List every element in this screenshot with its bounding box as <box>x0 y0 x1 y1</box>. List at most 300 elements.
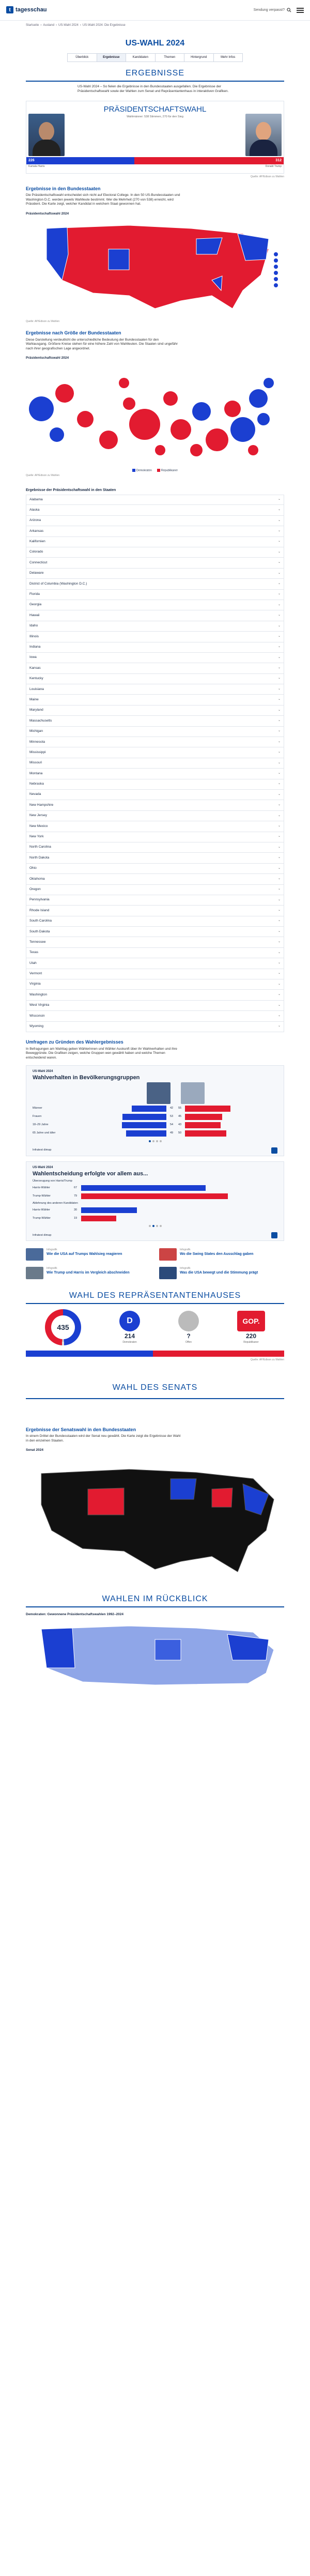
state-accordion-row[interactable] <box>26 948 284 958</box>
state-bubble[interactable] <box>129 409 160 440</box>
tab-candidates[interactable]: Kandidaten <box>126 54 156 62</box>
tagesschau-logo[interactable] <box>6 6 47 13</box>
group-label: 65 Jahre und älter <box>33 1131 56 1135</box>
tab-results[interactable]: Ergebnisse <box>97 54 127 62</box>
state-name: Illinois <box>29 634 39 638</box>
chevron-down-icon: ⌄ <box>277 740 281 743</box>
state-accordion-row[interactable] <box>26 800 284 810</box>
states-subhead: Ergebnisse in den Bundesstaaten <box>26 186 101 191</box>
chevron-down-icon: ⌄ <box>277 1014 281 1017</box>
state-accordion-row[interactable] <box>26 1022 284 1032</box>
chevron-down-icon: ⌄ <box>277 719 281 723</box>
presidential-subtitle: Wahlmänner: 538 Stimmen, 270 für den Sieg <box>127 115 183 118</box>
breadcrumb-item[interactable]: Startseite <box>26 24 39 27</box>
share-icon[interactable] <box>271 1232 277 1238</box>
chevron-down-icon: ⌄ <box>277 614 281 617</box>
chevron-down-icon: ⌄ <box>277 961 281 965</box>
state-name: Massachusetts <box>29 718 52 723</box>
state-name: Ohio <box>29 866 37 870</box>
chevron-down-icon: ⌄ <box>277 929 281 933</box>
state-accordion-row[interactable] <box>26 769 284 779</box>
other-seats: ? <box>187 1332 191 1340</box>
rep-share-value: 55 <box>178 1107 182 1110</box>
state-accordion-row[interactable] <box>26 579 284 589</box>
motive-value: 30 <box>74 1208 78 1212</box>
rep-seats: 220 <box>245 1332 257 1340</box>
breadcrumb-item: US-Wahl 2024: Die Ergebnisse <box>82 24 126 27</box>
state-accordion-row[interactable] <box>26 569 284 579</box>
state-name: Indiana <box>29 645 41 649</box>
state-name: Michigan <box>29 729 43 733</box>
state-accordion-row[interactable] <box>26 853 284 863</box>
survey2-source: Infratest dimap <box>33 1233 52 1237</box>
bubble-state-map[interactable] <box>26 362 284 466</box>
chevron-down-icon: ⌄ <box>277 645 281 649</box>
state-accordion-row[interactable] <box>26 590 284 600</box>
rep-label: Republikaner <box>243 1340 259 1344</box>
logo-text: tagesschau <box>16 7 47 13</box>
dem-share-bar <box>122 1122 166 1128</box>
state-bubble[interactable] <box>163 391 178 406</box>
state-accordion-row[interactable] <box>26 916 284 927</box>
motive-value: 79 <box>74 1194 78 1198</box>
motive-value: 19 <box>74 1216 78 1220</box>
card-title: Was die USA bewegt und die Stimmung prägt <box>180 1270 258 1275</box>
state-accordion-row[interactable] <box>26 842 284 853</box>
state-name: Oklahoma <box>29 877 45 881</box>
card-thumbnail <box>159 1248 177 1261</box>
state-accordion-row[interactable] <box>26 758 284 769</box>
card-tag: Infografik <box>47 1267 57 1270</box>
state-name: District of Columbia (Washington D.C.) <box>29 581 87 586</box>
senate-text: In einem Drittel der Bundesstaaten wird der Senat neu gewählt. Die Karte zeigt die Ergebnisse der Wahl in den einzelnen Staaten. <box>26 1434 181 1443</box>
search-label: Sendung verpasst? <box>253 8 285 12</box>
state-accordion-row[interactable] <box>26 958 284 969</box>
survey1-title: Wahlverhalten in Bevölkerungsgruppen <box>33 1074 140 1081</box>
senate-subhead: Ergebnisse der Senatswahl in den Bundesstaaten <box>26 1427 136 1432</box>
state-accordion-row[interactable] <box>26 1001 284 1011</box>
state-bubble[interactable] <box>123 397 135 410</box>
state-accordion-row[interactable] <box>26 547 284 558</box>
chevron-down-icon: ⌄ <box>277 708 281 712</box>
state-accordion-row[interactable] <box>26 558 284 568</box>
state-bubble[interactable] <box>224 401 241 417</box>
state-accordion-row[interactable] <box>26 927 284 937</box>
survey-text: In Befragungen am Wahltag geben Wählerinnen und Wähler Auskunft über ihr Wahlverhalten und ihre Beweggründe. Die Grafiken zeigen, welche Gruppen wen gewählt haben und welche Themen entscheidend waren. <box>26 1047 177 1060</box>
state-bubble[interactable] <box>77 411 94 427</box>
group-label: Männer <box>33 1107 42 1110</box>
state-accordion-row[interactable] <box>26 821 284 832</box>
section-tabs <box>67 53 243 63</box>
chevron-down-icon: ⌄ <box>277 772 281 775</box>
card-thumbnail <box>26 1248 43 1261</box>
chevron-down-icon: ⌄ <box>277 677 281 680</box>
voter-group-label: Trump-Wähler <box>33 1194 51 1198</box>
state-accordion-row[interactable] <box>26 1011 284 1021</box>
state-bubble[interactable] <box>55 384 74 403</box>
state-name: Washington <box>29 992 48 996</box>
state-accordion-row[interactable] <box>26 526 284 536</box>
state-name: Wisconsin <box>29 1014 45 1018</box>
state-accordion-row[interactable] <box>26 937 284 947</box>
state-name: Kansas <box>29 666 41 670</box>
presidential-result-box <box>26 101 284 174</box>
senate-caption: Senat 2024 <box>26 1448 43 1452</box>
chevron-down-icon: ⌄ <box>277 950 281 954</box>
motive-value: 67 <box>74 1186 78 1189</box>
dem-share-value: 42 <box>169 1107 174 1110</box>
size-text: Diese Darstellung verdeutlicht die unterschiedliche Bedeutung der Bundesstaaten für den Wahlausgang. Größere Kreise stehen für eine höhere Zahl von Wahlleuten. Die Staaten sind ungefähr nach ihrer geografischen Lage angeordnet. <box>26 338 178 350</box>
rep-share-value: 50 <box>178 1131 182 1135</box>
state-name: Colorado <box>29 550 43 554</box>
state-accordion-row[interactable] <box>26 737 284 747</box>
state-accordion-row[interactable] <box>26 832 284 842</box>
state-name: West Virginia <box>29 1003 50 1007</box>
chevron-down-icon: ⌄ <box>277 782 281 786</box>
rep-share-value: 45 <box>178 1115 182 1118</box>
trump-thumb <box>181 1082 205 1104</box>
survey-row <box>33 1130 277 1137</box>
state-accordion-row[interactable] <box>26 895 284 906</box>
size-map-caption: Präsidentschaftswahl 2024 <box>26 356 69 360</box>
person-icon <box>178 1311 199 1331</box>
dem-label: Demokraten <box>122 1340 137 1344</box>
rep-share-bar <box>185 1106 230 1112</box>
chevron-down-icon: ⌄ <box>277 877 281 880</box>
state-bubble[interactable] <box>264 378 274 388</box>
states-map-caption: Präsidentschaftswahl 2024 <box>26 211 69 216</box>
voter-group-label: Harris-Wähler <box>33 1208 50 1212</box>
state-accordion-row[interactable] <box>26 600 284 610</box>
survey2-eyebrow: US-Wahl 2024 <box>33 1166 53 1170</box>
state-accordion-row[interactable] <box>26 811 284 821</box>
state-name: New Mexico <box>29 824 48 828</box>
senate-map[interactable] <box>26 1458 284 1582</box>
state-accordion-row[interactable] <box>26 621 284 632</box>
harris-portrait <box>28 114 65 156</box>
state-name: Montana <box>29 771 43 775</box>
motive-row <box>33 1184 277 1191</box>
state-name: Pennsylvania <box>29 898 50 902</box>
state-accordion-row[interactable] <box>26 653 284 663</box>
state-name: Nevada <box>29 792 41 796</box>
card-tag: Infografik <box>47 1248 57 1252</box>
state-name: Missouri <box>29 761 42 765</box>
state-name: Delaware <box>29 571 44 575</box>
state-accordion-row[interactable] <box>26 642 284 653</box>
chevron-down-icon: ⌄ <box>277 898 281 901</box>
search-button[interactable] <box>254 8 291 12</box>
state-accordion-row[interactable] <box>26 495 284 505</box>
dem-seats: 214 <box>124 1332 135 1340</box>
state-name: Tennessee <box>29 940 46 944</box>
chevron-down-icon: ⌄ <box>277 550 281 554</box>
state-accordion-row[interactable] <box>26 695 284 705</box>
results-intro: US-Wahl 2024 – So fielen die Ergebnisse in den Bundesstaaten ausgefallen. Die Ergebnisse der Präsidentschaftswahl sowie der Wahlen zum Senat und Repräsentantenhaus in interaktiven Grafiken. <box>78 85 229 93</box>
history-heading: WAHLEN IM RÜCKBLICK <box>26 1594 284 1607</box>
history-map[interactable] <box>26 1619 284 1686</box>
carousel-dots[interactable] <box>33 1140 277 1142</box>
state-accordion <box>26 495 284 1032</box>
state-accordion-row[interactable] <box>26 516 284 526</box>
state-name: Louisiana <box>29 687 44 691</box>
dem-share-bar <box>132 1106 166 1112</box>
tab-background[interactable]: Hintergrund <box>184 54 214 62</box>
state-accordion-row[interactable] <box>26 632 284 642</box>
voter-group-label: Harris-Wähler <box>33 1186 50 1189</box>
chevron-down-icon: ⌄ <box>277 909 281 912</box>
states-text: Die Präsidentschaftswahl entscheidet sich nicht auf Electoral College. In den 50 US-Bundesstaaten und Washington D.C. werden jeweils Wahlleute bestimmt. Wer die Mehrheit (270 von 538) erreicht, wird Präsident. Die Karte zeigt, welcher Kandidat in welchem Staat gewonnen hat. <box>26 193 180 206</box>
survey-motives-box <box>26 1161 284 1241</box>
state-name: Arkansas <box>29 529 44 533</box>
related-cards <box>26 1248 284 1279</box>
chevron-down-icon: ⌄ <box>277 814 281 817</box>
survey-row <box>33 1113 277 1121</box>
source-note: Quelle: AP/Edison zu Wahlen <box>250 175 284 179</box>
size-subhead: Ergebnisse nach Größe der Bundesstaaten <box>26 330 121 336</box>
related-card[interactable] <box>26 1248 151 1261</box>
card-thumbnail <box>26 1267 43 1279</box>
state-accordion-row[interactable] <box>26 537 284 547</box>
chevron-down-icon: ⌄ <box>277 824 281 827</box>
state-accordion-row[interactable] <box>26 610 284 621</box>
dem-share-bar <box>122 1114 166 1120</box>
state-name: Vermont <box>29 972 42 976</box>
motive-row <box>33 1206 277 1214</box>
house-source: Quelle: AP/Edison zu Wahlen <box>250 1358 284 1362</box>
survey1-eyebrow: US-Wahl 2024 <box>33 1069 53 1073</box>
chevron-down-icon: ⌄ <box>277 982 281 986</box>
related-card[interactable] <box>159 1267 284 1279</box>
chevron-down-icon: ⌄ <box>277 845 281 849</box>
state-bubble[interactable] <box>249 389 268 408</box>
size-source: Quelle: AP/Edison zu Wahlen <box>26 474 60 478</box>
chevron-down-icon: ⌄ <box>277 866 281 870</box>
chevron-down-icon: ⌄ <box>277 518 281 522</box>
chevron-down-icon: ⌄ <box>277 972 281 975</box>
menu-icon[interactable] <box>297 8 304 13</box>
state-name: North Dakota <box>29 855 50 860</box>
chevron-down-icon: ⌄ <box>277 540 281 543</box>
breadcrumb-item[interactable]: Ausland <box>43 24 55 27</box>
rep-electoral-votes: 312 <box>134 157 284 164</box>
motive-bar <box>81 1207 137 1213</box>
dem-share-value: 49 <box>169 1131 174 1135</box>
state-name: Alabama <box>29 498 43 502</box>
dem-seats-segment <box>26 1351 153 1357</box>
rep-seats-segment <box>153 1351 284 1357</box>
state-name: Kentucky <box>29 677 43 681</box>
group-label: Frauen <box>33 1115 42 1118</box>
survey-row <box>33 1122 277 1129</box>
state-name: Iowa <box>29 655 37 660</box>
state-bubble[interactable] <box>171 419 191 440</box>
chevron-down-icon: ⌄ <box>277 571 281 575</box>
state-name: Arizona <box>29 518 41 523</box>
state-name: Kalifornien <box>29 540 45 544</box>
chevron-down-icon: ⌄ <box>277 792 281 796</box>
chevron-down-icon: ⌄ <box>277 835 281 838</box>
state-list-title: Ergebnisse der Präsidentschaftswahl in den Staaten <box>26 488 116 492</box>
senate-heading: WAHL DES SENATS <box>112 1383 198 1392</box>
chevron-down-icon: ⌄ <box>277 624 281 627</box>
chevron-down-icon: ⌄ <box>277 592 281 596</box>
state-name: North Carolina <box>29 845 51 849</box>
tab-topics[interactable]: Themen <box>156 54 185 62</box>
state-accordion-row[interactable] <box>26 747 284 758</box>
chevron-down-icon: ⌄ <box>277 761 281 764</box>
chevron-down-icon: ⌄ <box>277 887 281 891</box>
motive-row <box>33 1192 277 1200</box>
state-name: South Dakota <box>29 929 50 933</box>
dem-party <box>119 1311 140 1344</box>
related-card[interactable] <box>159 1248 284 1261</box>
chevron-down-icon: ⌄ <box>277 919 281 923</box>
state-name: Texas <box>29 950 38 955</box>
state-accordion-row[interactable] <box>26 864 284 874</box>
related-card[interactable] <box>26 1267 151 1279</box>
state-bubble[interactable] <box>192 402 211 421</box>
survey-subhead: Umfragen zu Gründen des Wahlergebnisses <box>26 1039 123 1045</box>
us-results-map[interactable] <box>26 218 284 316</box>
chevron-down-icon: ⌄ <box>277 581 281 585</box>
state-accordion-row[interactable] <box>26 674 284 684</box>
state-accordion-row[interactable] <box>26 663 284 673</box>
state-name: Rhode Island <box>29 908 50 912</box>
legend-dem: Demokraten <box>136 469 152 472</box>
state-name: Florida <box>29 592 40 596</box>
card-tag: Infografik <box>180 1248 191 1252</box>
card-tag: Infografik <box>180 1267 191 1270</box>
card-title: Wie Trump und Harris im Vergleich abschneiden <box>47 1270 130 1275</box>
chevron-down-icon: ⌄ <box>277 655 281 659</box>
carousel-dots[interactable] <box>33 1225 277 1227</box>
state-bubbles <box>29 378 274 456</box>
state-name: Connecticut <box>29 560 48 564</box>
motive-bar <box>81 1216 116 1221</box>
motive-bar <box>81 1185 206 1191</box>
state-bubble[interactable] <box>155 445 165 455</box>
state-bubble[interactable] <box>119 378 129 388</box>
house-heading: WAHL DES REPRÄSENTANTENHAUSES <box>26 1291 284 1304</box>
state-bubble[interactable] <box>99 431 118 449</box>
survey2-group1: Überzeugung von Harris/Trump <box>33 1179 72 1183</box>
survey-groups-box <box>26 1065 284 1156</box>
breadcrumb: Startseite › Ausland › US-Wahl 2024 › US-Wahl 2024: Die Ergebnisse <box>26 24 126 27</box>
state-accordion-row[interactable] <box>26 969 284 979</box>
trump-name: Donald Trump <box>265 164 282 168</box>
chevron-down-icon: ⌄ <box>277 856 281 860</box>
chevron-down-icon: ⌄ <box>277 687 281 691</box>
state-bubble[interactable] <box>257 413 270 425</box>
history-caption: Demokraten: Gewonnene Präsidentschaftswahlen 1992–2024 <box>26 1612 123 1616</box>
chevron-down-icon: ⌄ <box>277 634 281 638</box>
tab-overview[interactable]: Überblick <box>68 54 97 62</box>
rep-share-bar <box>185 1114 222 1120</box>
state-accordion-row[interactable] <box>26 706 284 716</box>
chevron-down-icon: ⌄ <box>277 561 281 564</box>
state-name: Alaska <box>29 508 40 512</box>
size-legend <box>26 469 284 473</box>
chevron-down-icon: ⌄ <box>277 698 281 701</box>
chevron-down-icon: ⌄ <box>277 750 281 754</box>
chevron-down-icon: ⌄ <box>277 529 281 533</box>
rep-share-bar <box>185 1130 226 1137</box>
page-title: US-WAHL 2024 <box>125 38 185 48</box>
state-name: Idaho <box>29 624 38 628</box>
rep-party <box>237 1311 265 1344</box>
state-bubble[interactable] <box>29 396 54 421</box>
state-name: Mississippi <box>29 750 46 754</box>
chevron-down-icon: ⌄ <box>277 940 281 944</box>
state-accordion-row[interactable] <box>26 906 284 916</box>
state-name: Virginia <box>29 982 41 986</box>
state-name: New Jersey <box>29 814 47 818</box>
trump-portrait <box>245 114 282 156</box>
state-accordion-row[interactable] <box>26 979 284 990</box>
electoral-votes-bar <box>26 157 284 164</box>
house-seats-bar <box>26 1351 284 1357</box>
state-name: New York <box>29 835 44 839</box>
state-name: Oregon <box>29 887 41 891</box>
breadcrumb-item[interactable]: US-Wahl 2024 <box>58 24 79 27</box>
share-icon[interactable] <box>271 1147 277 1154</box>
dem-share-value: 54 <box>169 1123 174 1127</box>
harris-thumb <box>147 1082 171 1104</box>
state-bubble[interactable] <box>206 428 228 451</box>
motive-bar <box>81 1193 228 1199</box>
state-name: Hawaii <box>29 613 40 617</box>
state-accordion-row[interactable] <box>26 990 284 1000</box>
state-name: New Hampshire <box>29 803 54 807</box>
state-bubble[interactable] <box>190 444 203 456</box>
state-bubble[interactable] <box>50 427 64 442</box>
state-bubble[interactable] <box>248 445 258 455</box>
card-title: Wo die Swing States den Ausschlag gaben <box>180 1252 254 1256</box>
top-navigation <box>0 0 310 21</box>
chevron-down-icon: ⌄ <box>277 993 281 996</box>
state-bubble[interactable] <box>230 417 255 442</box>
chevron-down-icon: ⌄ <box>277 498 281 501</box>
state-accordion-row[interactable] <box>26 790 284 800</box>
state-accordion-row[interactable] <box>26 505 284 515</box>
survey-row <box>33 1105 277 1112</box>
state-accordion-row[interactable] <box>26 874 284 884</box>
survey2-group2: Ablehnung des anderen Kandidaten <box>33 1202 78 1205</box>
results-heading: ERGEBNISSE <box>26 68 284 82</box>
state-accordion-row[interactable] <box>26 779 284 790</box>
tab-more[interactable]: Mehr Infos <box>221 55 236 59</box>
card-title: Wie die USA auf Trumps Wahlsieg reagieren <box>47 1252 122 1256</box>
state-accordion-row[interactable] <box>26 727 284 737</box>
states-source: Quelle: AP/Edison zu Wahlen <box>26 319 60 323</box>
state-accordion-row[interactable] <box>26 684 284 695</box>
dem-share-value: 53 <box>169 1115 174 1118</box>
state-name: Minnesota <box>29 740 45 744</box>
gop-logo-icon: GOP. <box>237 1311 265 1331</box>
state-accordion-row[interactable] <box>26 716 284 726</box>
chevron-down-icon: ⌄ <box>277 508 281 512</box>
harris-name: Kamala Harris <box>28 164 45 168</box>
legend-rep: Republikaner <box>161 469 178 472</box>
state-name: Utah <box>29 961 37 965</box>
democrat-logo-icon: D <box>119 1311 140 1331</box>
chevron-down-icon: ⌄ <box>277 803 281 807</box>
motive-row <box>33 1215 277 1222</box>
other-label: Offen <box>185 1340 192 1344</box>
chevron-down-icon: ⌄ <box>277 1003 281 1007</box>
state-accordion-row[interactable] <box>26 885 284 895</box>
